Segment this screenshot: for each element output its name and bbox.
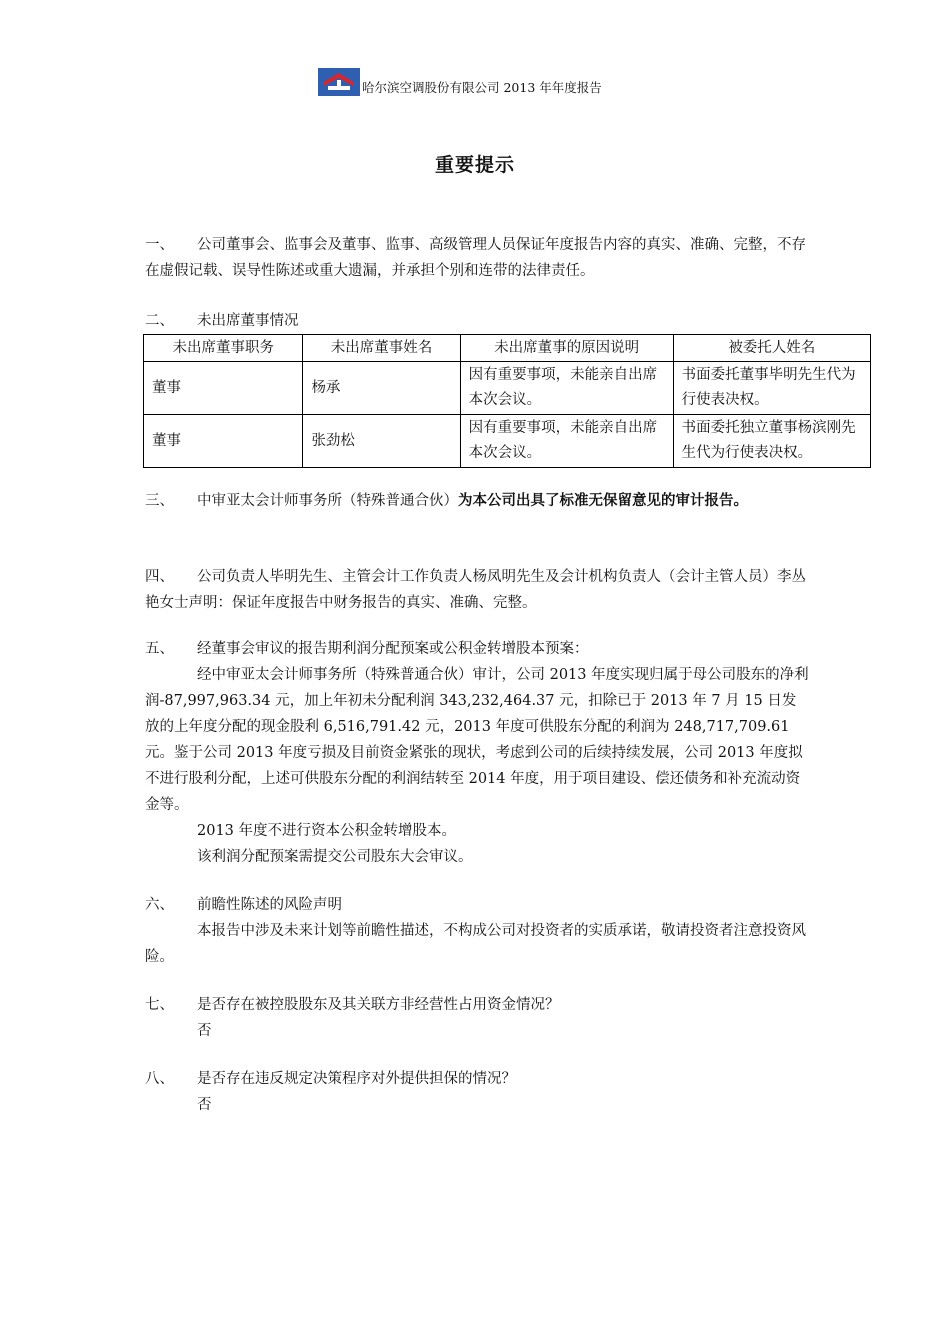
table-row bbox=[144, 362, 871, 415]
section-3 bbox=[145, 488, 809, 514]
section-4 bbox=[145, 564, 809, 616]
section-4-number: 四、 bbox=[145, 569, 174, 585]
section-6 bbox=[145, 892, 809, 970]
logo-stem bbox=[337, 80, 341, 88]
section-5 bbox=[145, 636, 809, 870]
section-1-number: 一、 bbox=[145, 237, 174, 253]
table-cell: 书面委托独立董事杨滨刚先生代为行使表决权。 bbox=[673, 415, 870, 468]
company-logo-icon bbox=[318, 68, 360, 96]
section-8 bbox=[145, 1066, 809, 1118]
table-header-row bbox=[144, 335, 871, 362]
section-6-paragraph bbox=[145, 918, 809, 970]
header-text: 哈尔滨空调股份有限公司 2013 年年度报告 bbox=[362, 80, 602, 95]
section-5-number: 五、 bbox=[145, 641, 174, 657]
page-title: 重要提示 bbox=[434, 154, 515, 176]
section-2-number: 二、 bbox=[145, 313, 174, 329]
section-5-paragraph-1-text: 经中审亚太会计师事务所（特殊普通合伙）审计，公司 2013 年度实现归属于母公司股东的净利润-87,997,963.34 元，加上年初未分配利润 343,232,464.37 元，扣除已于 2013 年 7 月 15 日发放的上年度分配的现金股利 6,516,791.42 元，2013 年度可供股东分配的利润为 248,717,709.61 元。鉴于公司 2013 年度亏损及目前资金紧张的现状，考虑到公司的后续持续发展，公司 2013 年度拟不进行股利分配，上述可供股东分配的利润结转至 2014 年度，用于项目建设、偿还债务和补充流动资金等。 bbox=[145, 667, 809, 813]
table-cell: 张劲松 bbox=[303, 415, 460, 468]
table-cell: 因有重要事项，未能亲自出席本次会议。 bbox=[460, 415, 673, 468]
section-7-answer: 否 bbox=[197, 1023, 212, 1039]
section-4-text: 公司负责人毕明先生、主管会计工作负责人杨凤明先生及会计机构负责人（会计主管人员）李丛艳女士声明：保证年度报告中财务报告的真实、准确、完整。 bbox=[145, 569, 806, 611]
section-7-number: 七、 bbox=[145, 997, 174, 1013]
table-cell: 董事 bbox=[144, 415, 303, 468]
table-cell: 杨承 bbox=[303, 362, 460, 415]
section-8-number: 八、 bbox=[145, 1071, 174, 1087]
section-5-paragraph-2: 2013 年度不进行资本公积金转增股本。 bbox=[197, 823, 457, 839]
section-2-title: 未出席董事情况 bbox=[197, 313, 299, 329]
section-8-title: 是否存在违反规定决策程序对外提供担保的情况？ bbox=[197, 1071, 516, 1087]
table-header-cell: 被委托人姓名 bbox=[673, 335, 870, 362]
section-6-number: 六、 bbox=[145, 897, 174, 913]
table-header-cell: 未出席董事的原因说明 bbox=[460, 335, 673, 362]
section-5-title: 经董事会审议的报告期利润分配预案或公积金转增股本预案： bbox=[197, 641, 589, 657]
section-1-text: 公司董事会、监事会及董事、监事、高级管理人员保证年度报告内容的真实、准确、完整，不存在虚假记载、误导性陈述或重大遗漏，并承担个别和连带的法律责任。 bbox=[145, 237, 806, 279]
table-cell: 因有重要事项，未能亲自出席本次会议。 bbox=[460, 362, 673, 415]
section-1 bbox=[145, 232, 809, 284]
table-header-cell: 未出席董事姓名 bbox=[303, 335, 460, 362]
table-cell: 书面委托董事毕明先生代为行使表决权。 bbox=[673, 362, 870, 415]
section-6-title: 前瞻性陈述的风险声明 bbox=[197, 897, 342, 913]
section-7-title: 是否存在被控股股东及其关联方非经营性占用资金情况？ bbox=[197, 997, 560, 1013]
table-header-cell: 未出席董事职务 bbox=[144, 335, 303, 362]
table-row bbox=[144, 415, 871, 468]
section-5-paragraph-3: 该利润分配预案需提交公司股东大会审议。 bbox=[197, 849, 473, 865]
section-6-text: 本报告中涉及未来计划等前瞻性描述，不构成公司对投资者的实质承诺，敬请投资者注意投资风险。 bbox=[145, 923, 806, 965]
section-5-paragraph-1 bbox=[145, 662, 809, 818]
page-header bbox=[318, 66, 602, 96]
section-3-text: 中审亚太会计师事务所（特殊普通合伙） bbox=[197, 493, 458, 509]
section-2 bbox=[145, 308, 809, 334]
section-7 bbox=[145, 992, 809, 1044]
section-3-number: 三、 bbox=[145, 493, 174, 509]
section-3-bold-text: 为本公司出具了标准无保留意见的审计报告。 bbox=[458, 492, 748, 509]
section-8-answer: 否 bbox=[197, 1097, 212, 1113]
table-cell: 董事 bbox=[144, 362, 303, 415]
absent-directors-table bbox=[143, 334, 871, 468]
